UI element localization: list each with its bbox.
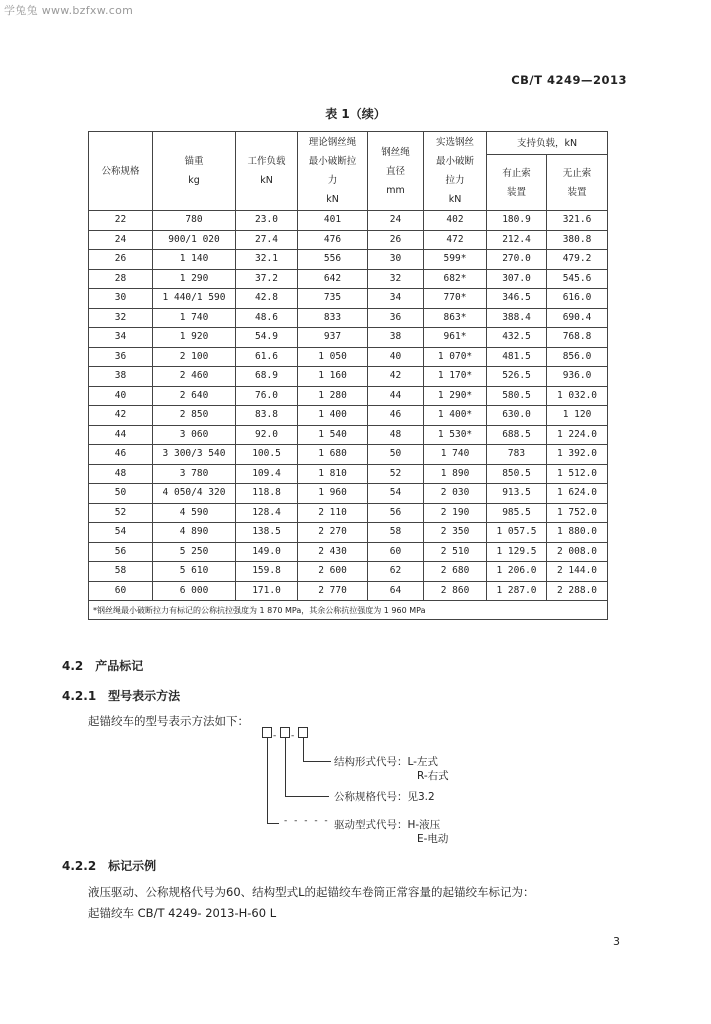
table-caption: 表 1（续） [325, 107, 386, 121]
table-cell: 56 [89, 542, 153, 562]
table-cell: 2 190 [424, 503, 487, 523]
drive-code-label: 驱动型式代号：H-液压 [334, 819, 441, 831]
section-4-2-2: 4.2.2 标记示例 [62, 859, 157, 873]
table-cell: 212.4 [487, 230, 547, 250]
table-cell: 54 [89, 523, 153, 543]
table-cell: 32.1 [236, 250, 298, 270]
table-cell: 642 [298, 269, 368, 289]
section-4-2-1: 4.2.1 型号表示方法 [62, 689, 181, 703]
table-cell: 1 129.5 [487, 542, 547, 562]
table-cell: 138.5 [236, 523, 298, 543]
table-row [89, 269, 608, 289]
table-cell: 30 [368, 250, 424, 270]
table-cell: 4 050/4 320 [153, 484, 236, 504]
table-cell: 38 [89, 367, 153, 387]
table-cell: 1 160 [298, 367, 368, 387]
structure-code-right: R-右式 [417, 770, 449, 782]
table-cell: 34 [89, 328, 153, 348]
table-cell: 380.8 [547, 230, 608, 250]
table-cell: 5 610 [153, 562, 236, 582]
table-cell: 52 [89, 503, 153, 523]
example-text: 液压驱动、公称规格代号为60、结构型式L的起锚绞车卷筒正常容量的起锚绞车标记为： [88, 885, 535, 899]
table-cell: 1 070* [424, 347, 487, 367]
table-cell: 1 290 [153, 269, 236, 289]
table-cell: 58 [89, 562, 153, 582]
code-box-structure [298, 727, 308, 738]
section-4-2: 4.2 产品标记 [62, 659, 144, 673]
table-cell: 2 640 [153, 386, 236, 406]
table-cell: 913.5 [487, 484, 547, 504]
table-row [89, 406, 608, 426]
table-cell: 321.6 [547, 211, 608, 231]
table-cell: 1 206.0 [487, 562, 547, 582]
table-cell: 3 060 [153, 425, 236, 445]
table-cell: 2 270 [298, 523, 368, 543]
table-cell: 64 [368, 581, 424, 601]
table-cell: 61.6 [236, 347, 298, 367]
table-cell: 1 740 [153, 308, 236, 328]
spec-table [88, 131, 608, 620]
header-spec: 公称规格 [89, 132, 153, 211]
table-cell: 34 [368, 289, 424, 309]
table-cell: 1 530* [424, 425, 487, 445]
table-cell: 46 [368, 406, 424, 426]
table-cell: 42.8 [236, 289, 298, 309]
table-cell: 68.9 [236, 367, 298, 387]
table-cell: 481.5 [487, 347, 547, 367]
table-cell: 682* [424, 269, 487, 289]
table-cell: 42 [368, 367, 424, 387]
table-cell: 36 [368, 308, 424, 328]
standard-number: CB/T 4249—2013 [511, 73, 627, 87]
table-cell: 432.5 [487, 328, 547, 348]
header-support-load: 支持负载，kN [487, 132, 608, 155]
table-cell: 630.0 [487, 406, 547, 426]
table-row [89, 328, 608, 348]
table-row [89, 367, 608, 387]
table-cell: 545.6 [547, 269, 608, 289]
header-without-stopper: 无止索 装置 [547, 155, 608, 211]
table-cell: 783 [487, 445, 547, 465]
table-cell: 23.0 [236, 211, 298, 231]
header-with-stopper: 有止索 装置 [487, 155, 547, 211]
table-cell: 46 [89, 445, 153, 465]
table-cell: 768.8 [547, 328, 608, 348]
spec-code-label: 公称规格代号：见3.2 [334, 791, 435, 803]
table-row [89, 542, 608, 562]
table-cell: 2 144.0 [547, 562, 608, 582]
table-cell: 83.8 [236, 406, 298, 426]
table-cell: 2 110 [298, 503, 368, 523]
table-cell: 1 680 [298, 445, 368, 465]
table-row [89, 230, 608, 250]
table-cell: 32 [89, 308, 153, 328]
table-cell: 556 [298, 250, 368, 270]
table-cell: 2 510 [424, 542, 487, 562]
table-cell: 159.8 [236, 562, 298, 582]
table-row [89, 308, 608, 328]
table-cell: 30 [89, 289, 153, 309]
table-cell: 770* [424, 289, 487, 309]
table-cell: 5 250 [153, 542, 236, 562]
table-cell: 1 400 [298, 406, 368, 426]
header-working-load: 工作负载 kN [236, 132, 298, 211]
table-cell: 171.0 [236, 581, 298, 601]
table-cell: 1 280 [298, 386, 368, 406]
table-cell: 1 512.0 [547, 464, 608, 484]
table-cell: 48 [89, 464, 153, 484]
table-cell: 50 [89, 484, 153, 504]
table-cell: 307.0 [487, 269, 547, 289]
table-cell: 60 [368, 542, 424, 562]
table-cell: 1 740 [424, 445, 487, 465]
table-cell: 1 287.0 [487, 581, 547, 601]
table-cell: 37.2 [236, 269, 298, 289]
table-cell: 38 [368, 328, 424, 348]
table-cell: 1 920 [153, 328, 236, 348]
table-cell: 60 [89, 581, 153, 601]
table-cell: 2 600 [298, 562, 368, 582]
table-footnote: *钢丝绳最小破断拉力有标记的公称抗拉强度为 1 870 MPa，其余公称抗拉强度为 1 960 MPa [89, 601, 608, 620]
table-cell: 1 057.5 [487, 523, 547, 543]
table-cell: 100.5 [236, 445, 298, 465]
table-cell: 28 [89, 269, 153, 289]
table-cell: 50 [368, 445, 424, 465]
table-cell: 1 440/1 590 [153, 289, 236, 309]
table-cell: 26 [368, 230, 424, 250]
table-cell: 2 008.0 [547, 542, 608, 562]
table-cell: 833 [298, 308, 368, 328]
table-row [89, 464, 608, 484]
table-cell: 401 [298, 211, 368, 231]
watermark: 学兔兔 www.bzfxw.com [4, 4, 134, 17]
table-cell: 2 030 [424, 484, 487, 504]
table-cell: 735 [298, 289, 368, 309]
header-theoretical-break: 理论钢丝绳 最小破断拉 力 kN [298, 132, 368, 211]
table-cell: 6 000 [153, 581, 236, 601]
table-cell: 58 [368, 523, 424, 543]
table-cell: 346.5 [487, 289, 547, 309]
table-cell: 1 050 [298, 347, 368, 367]
table-cell: 48 [368, 425, 424, 445]
table-row [89, 523, 608, 543]
model-code-diagram: - - - - - - - 结构形式代号：L-左式 R-右式 公称规格代号：见3.2 驱动型式代号：H-液压 E-电动 [262, 727, 502, 847]
table-cell: 472 [424, 230, 487, 250]
table-cell: 22 [89, 211, 153, 231]
table-cell: 44 [368, 386, 424, 406]
table-cell: 109.4 [236, 464, 298, 484]
table-cell: 36 [89, 347, 153, 367]
table-cell: 44 [89, 425, 153, 445]
table-cell: 780 [153, 211, 236, 231]
table-cell: 2 860 [424, 581, 487, 601]
table-cell: 850.5 [487, 464, 547, 484]
table-cell: 2 100 [153, 347, 236, 367]
table-cell: 1 120 [547, 406, 608, 426]
structure-code-label: 结构形式代号：L-左式 [334, 756, 438, 768]
header-actual-break: 实选钢丝 最小破断 拉力 kN [424, 132, 487, 211]
table-cell: 402 [424, 211, 487, 231]
table-cell: 52 [368, 464, 424, 484]
table-cell: 54.9 [236, 328, 298, 348]
table-cell: 526.5 [487, 367, 547, 387]
table-cell: 1 140 [153, 250, 236, 270]
table-cell: 1 624.0 [547, 484, 608, 504]
table-cell: 1 290* [424, 386, 487, 406]
table-cell: 936.0 [547, 367, 608, 387]
table-cell: 3 300/3 540 [153, 445, 236, 465]
table-cell: 149.0 [236, 542, 298, 562]
example-mark: 起锚绞车 CB/T 4249- 2013-H-60 L [88, 906, 277, 920]
table-row [89, 581, 608, 601]
table-cell: 2 850 [153, 406, 236, 426]
table-cell: 48.6 [236, 308, 298, 328]
table-cell: 961* [424, 328, 487, 348]
table-cell: 1 392.0 [547, 445, 608, 465]
table-cell: 1 400* [424, 406, 487, 426]
table-cell: 937 [298, 328, 368, 348]
table-cell: 26 [89, 250, 153, 270]
table-cell: 56 [368, 503, 424, 523]
table-cell: 180.9 [487, 211, 547, 231]
table-row [89, 347, 608, 367]
table-cell: 2 430 [298, 542, 368, 562]
table-cell: 985.5 [487, 503, 547, 523]
code-box-spec [280, 727, 290, 738]
table-cell: 42 [89, 406, 153, 426]
table-cell: 388.4 [487, 308, 547, 328]
table-cell: 1 890 [424, 464, 487, 484]
table-cell: 1 170* [424, 367, 487, 387]
table-cell: 1 224.0 [547, 425, 608, 445]
table-cell: 1 752.0 [547, 503, 608, 523]
table-cell: 27.4 [236, 230, 298, 250]
table-cell: 40 [368, 347, 424, 367]
header-rope-diameter: 钢丝绳 直径 mm [368, 132, 424, 211]
table-cell: 2 460 [153, 367, 236, 387]
table-cell: 24 [368, 211, 424, 231]
table-cell: 1 960 [298, 484, 368, 504]
table-cell: 24 [89, 230, 153, 250]
table-row [89, 445, 608, 465]
table-row [89, 562, 608, 582]
table-cell: 40 [89, 386, 153, 406]
table-row [89, 289, 608, 309]
table-cell: 32 [368, 269, 424, 289]
table-cell: 580.5 [487, 386, 547, 406]
table-cell: 856.0 [547, 347, 608, 367]
table-cell: 3 780 [153, 464, 236, 484]
table-cell: 1 540 [298, 425, 368, 445]
table-cell: 1 880.0 [547, 523, 608, 543]
table-cell: 900/1 020 [153, 230, 236, 250]
table-row [89, 425, 608, 445]
table-cell: 128.4 [236, 503, 298, 523]
table-row [89, 250, 608, 270]
table-cell: 476 [298, 230, 368, 250]
table-cell: 76.0 [236, 386, 298, 406]
table-cell: 54 [368, 484, 424, 504]
table-cell: 2 350 [424, 523, 487, 543]
table-cell: 2 288.0 [547, 581, 608, 601]
table-cell: 118.8 [236, 484, 298, 504]
drive-code-electric: E-电动 [417, 833, 449, 845]
code-box-drive [262, 727, 272, 738]
table-cell: 2 770 [298, 581, 368, 601]
table-cell: 479.2 [547, 250, 608, 270]
intro-text: 起锚绞车的型号表示方法如下： [88, 714, 249, 728]
table-row [89, 484, 608, 504]
header-anchor-weight: 锚重 kg [153, 132, 236, 211]
table-row [89, 503, 608, 523]
table-cell: 4 590 [153, 503, 236, 523]
table-cell: 1 032.0 [547, 386, 608, 406]
table-row [89, 386, 608, 406]
table-cell: 616.0 [547, 289, 608, 309]
table-cell: 599* [424, 250, 487, 270]
table-cell: 2 680 [424, 562, 487, 582]
table-cell: 92.0 [236, 425, 298, 445]
table-cell: 270.0 [487, 250, 547, 270]
table-cell: 690.4 [547, 308, 608, 328]
table-cell: 4 890 [153, 523, 236, 543]
table-cell: 863* [424, 308, 487, 328]
table-cell: 1 810 [298, 464, 368, 484]
table-cell: 62 [368, 562, 424, 582]
page-number: 3 [613, 935, 620, 948]
table-cell: 688.5 [487, 425, 547, 445]
table-row [89, 211, 608, 231]
